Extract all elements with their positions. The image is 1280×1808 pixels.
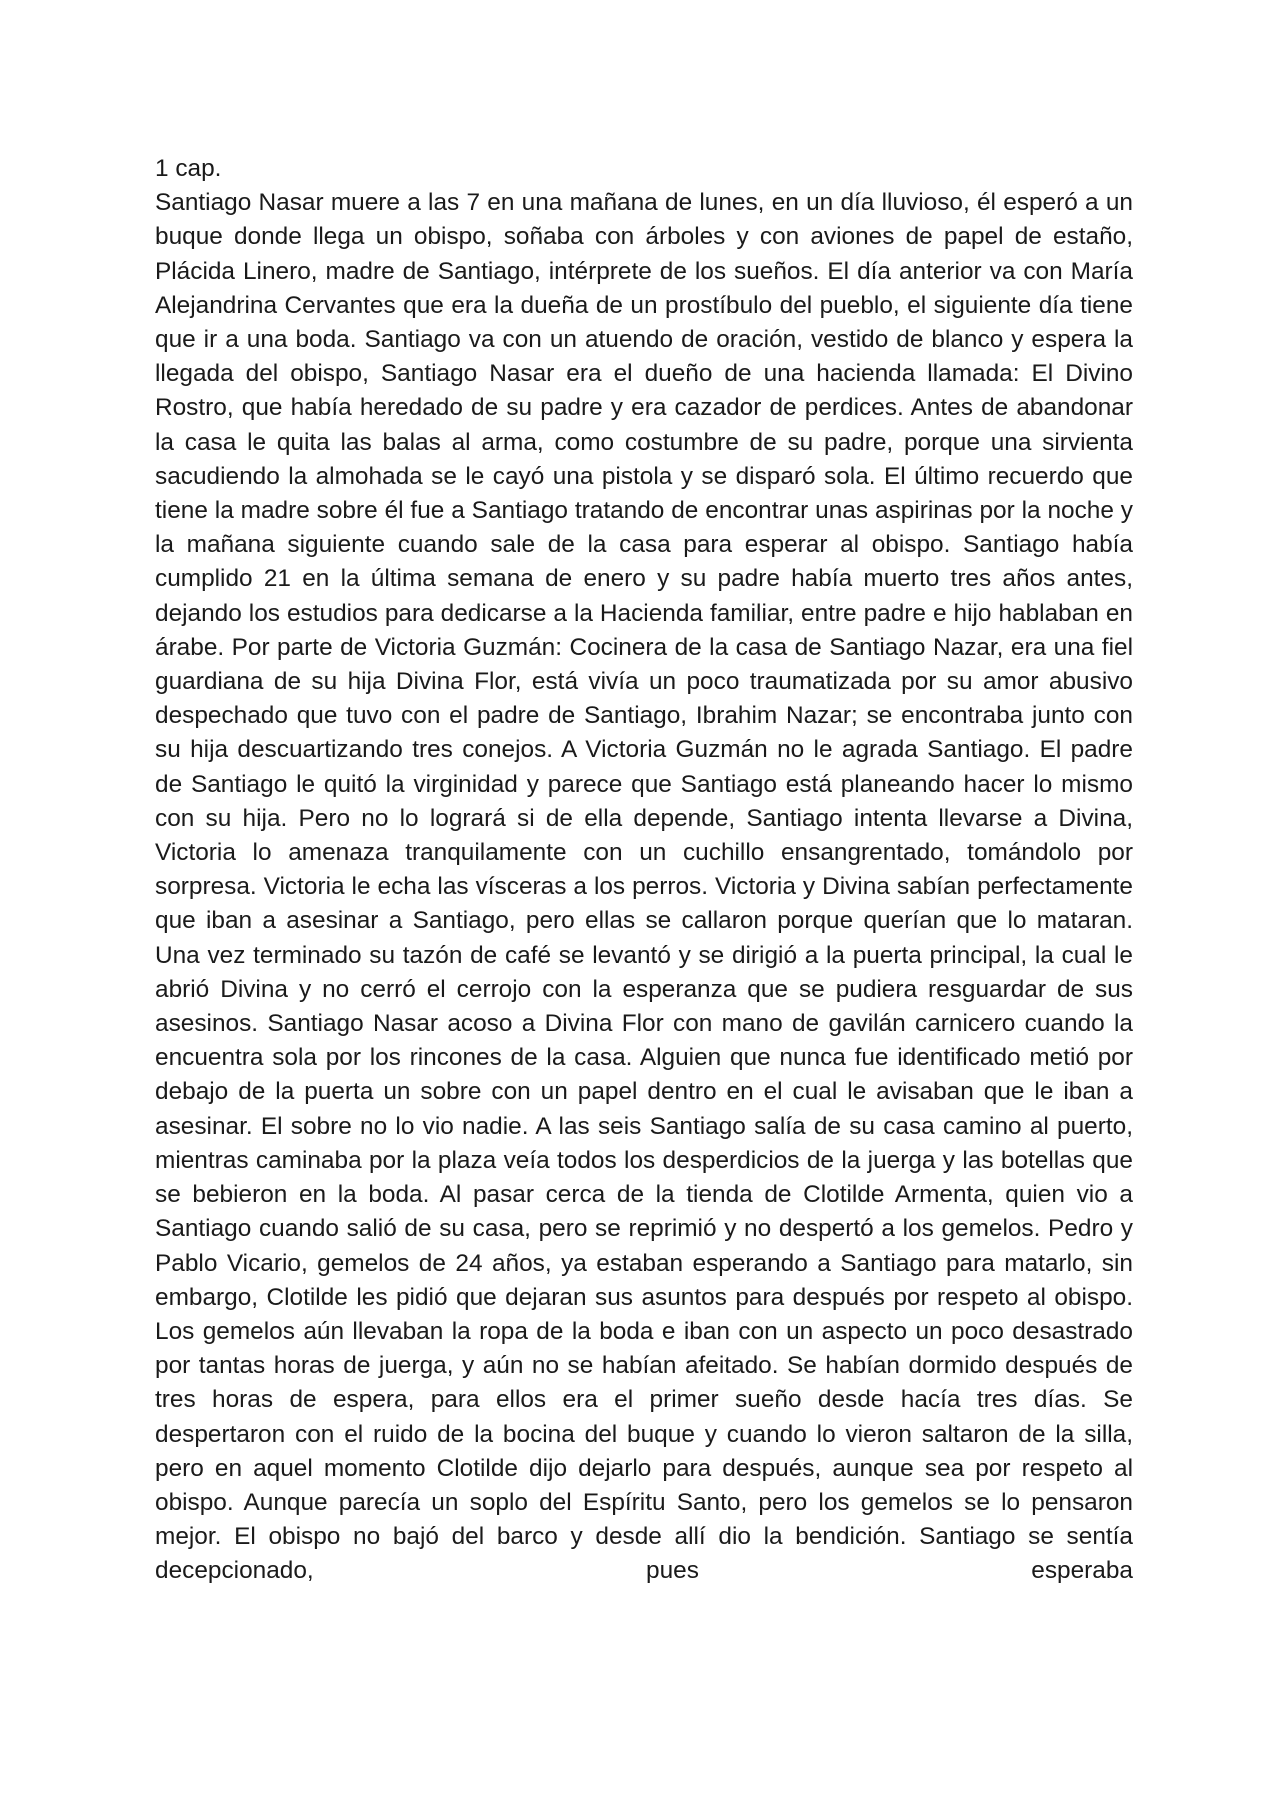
document-body <box>155 152 1133 1589</box>
chapter-heading: 1 cap. <box>155 155 222 182</box>
body-paragraph: Santiago Nasar muere a las 7 en una mañana de lunes, en un día lluvioso, él esperó a un buque donde llega un obispo, soñaba con árboles y con aviones de papel de estaño, Plácida Linero, madre de Santiago, intérprete de los sueños. El día anterior va con María Alejandrina Cervantes que era la dueña de un prostíbulo del pueblo, el siguiente día tiene que ir a una boda. Santiago va con un atuendo de oración, vestido de blanco y espera la llegada del obispo, Santiago Nasar era el dueño de una hacienda llamada: El Divino Rostro, que había heredado de su padre y era cazador de perdices. Antes de abandonar la casa le quita las balas al arma, como costumbre de su padre, porque una sirvienta sacudiendo la almohada se le cayó una pistola y se disparó sola. El último recuerdo que tiene la madre sobre él fue a Santiago tratando de encontrar unas aspirinas por la noche y la mañana siguiente cuando sale de la casa para esperar al obispo. Santiago había cumplido 21 en la última semana de enero y su padre había muerto tres años antes, dejando los estudios para dedicarse a la Hacienda familiar, entre padre e hijo hablaban en árabe. Por parte de Victoria Guzmán: Cocinera de la casa de Santiago Nazar, era una fiel guardiana de su hija Divina Flor, está vivía un poco traumatizada por su amor abusivo despechado que tuvo con el padre de Santiago, Ibrahim Nazar; se encontraba junto con su hija descuartizando tres conejos. A Victoria Guzmán no le agrada Santiago. El padre de Santiago le quitó la virginidad y parece que Santiago está planeando hacer lo mismo con su hija. Pero no lo logrará si de ella depende, Santiago intenta llevarse a Divina, Victoria lo amenaza tranquilamente con un cuchillo ensangrentado, tomándolo por sorpresa. Victoria le echa las vísceras a los perros. Victoria y Divina sabían perfectamente que iban a asesinar a Santiago, pero ellas se callaron porque querían que lo mataran. Una vez terminado su tazón de café se levantó y se dirigió a la puerta principal, la cual le abrió Divina y no cerró el cerrojo con la esperanza que se pudiera resguardar de sus asesinos. Santiago Nasar acoso a Divina Flor con mano de gavilán carnicero cuando la encuentra sola por los rincones de la casa. Alguien que nunca fue identificado metió por debajo de la puerta un sobre con un papel dentro en el cual le avisaban que le iban a asesinar. El sobre no lo vio nadie. A las seis Santiago salía de su casa camino al puerto, mientras caminaba por la plaza veía todos los desperdicios de la juerga y las botellas que se bebieron en la boda. Al pasar cerca de la tienda de Clotilde Armenta, quien vio a Santiago cuando salió de su casa, pero se reprimió y no despertó a los gemelos. Pedro y Pablo Vicario, gemelos de 24 años, ya estaban esperando a Santiago para matarlo, sin embargo, Clotilde les pidió que dejaran sus asuntos para después por respeto al obispo. Los gemelos aún llevaban la ropa de la boda e iban con un aspecto un poco desastrado por tantas horas de juerga, y aún no se habían afeitado. Se habían dormido después de tres horas de espera, para ellos era el primer sueño desde hacía tres días. Se despertaron con el ruido de la bocina del buque y cuando lo vieron saltaron de la silla, pero en aquel momento Clotilde dijo dejarlo para después, aunque sea por respeto al obispo. Aunque parecía un soplo del Espíritu Santo, pero los gemelos se lo pensaron mejor. El obispo no bajó del barco y desde allí dio la bendición. Santiago se sentía decepcionado, pues esperaba <box>155 189 1133 1585</box>
